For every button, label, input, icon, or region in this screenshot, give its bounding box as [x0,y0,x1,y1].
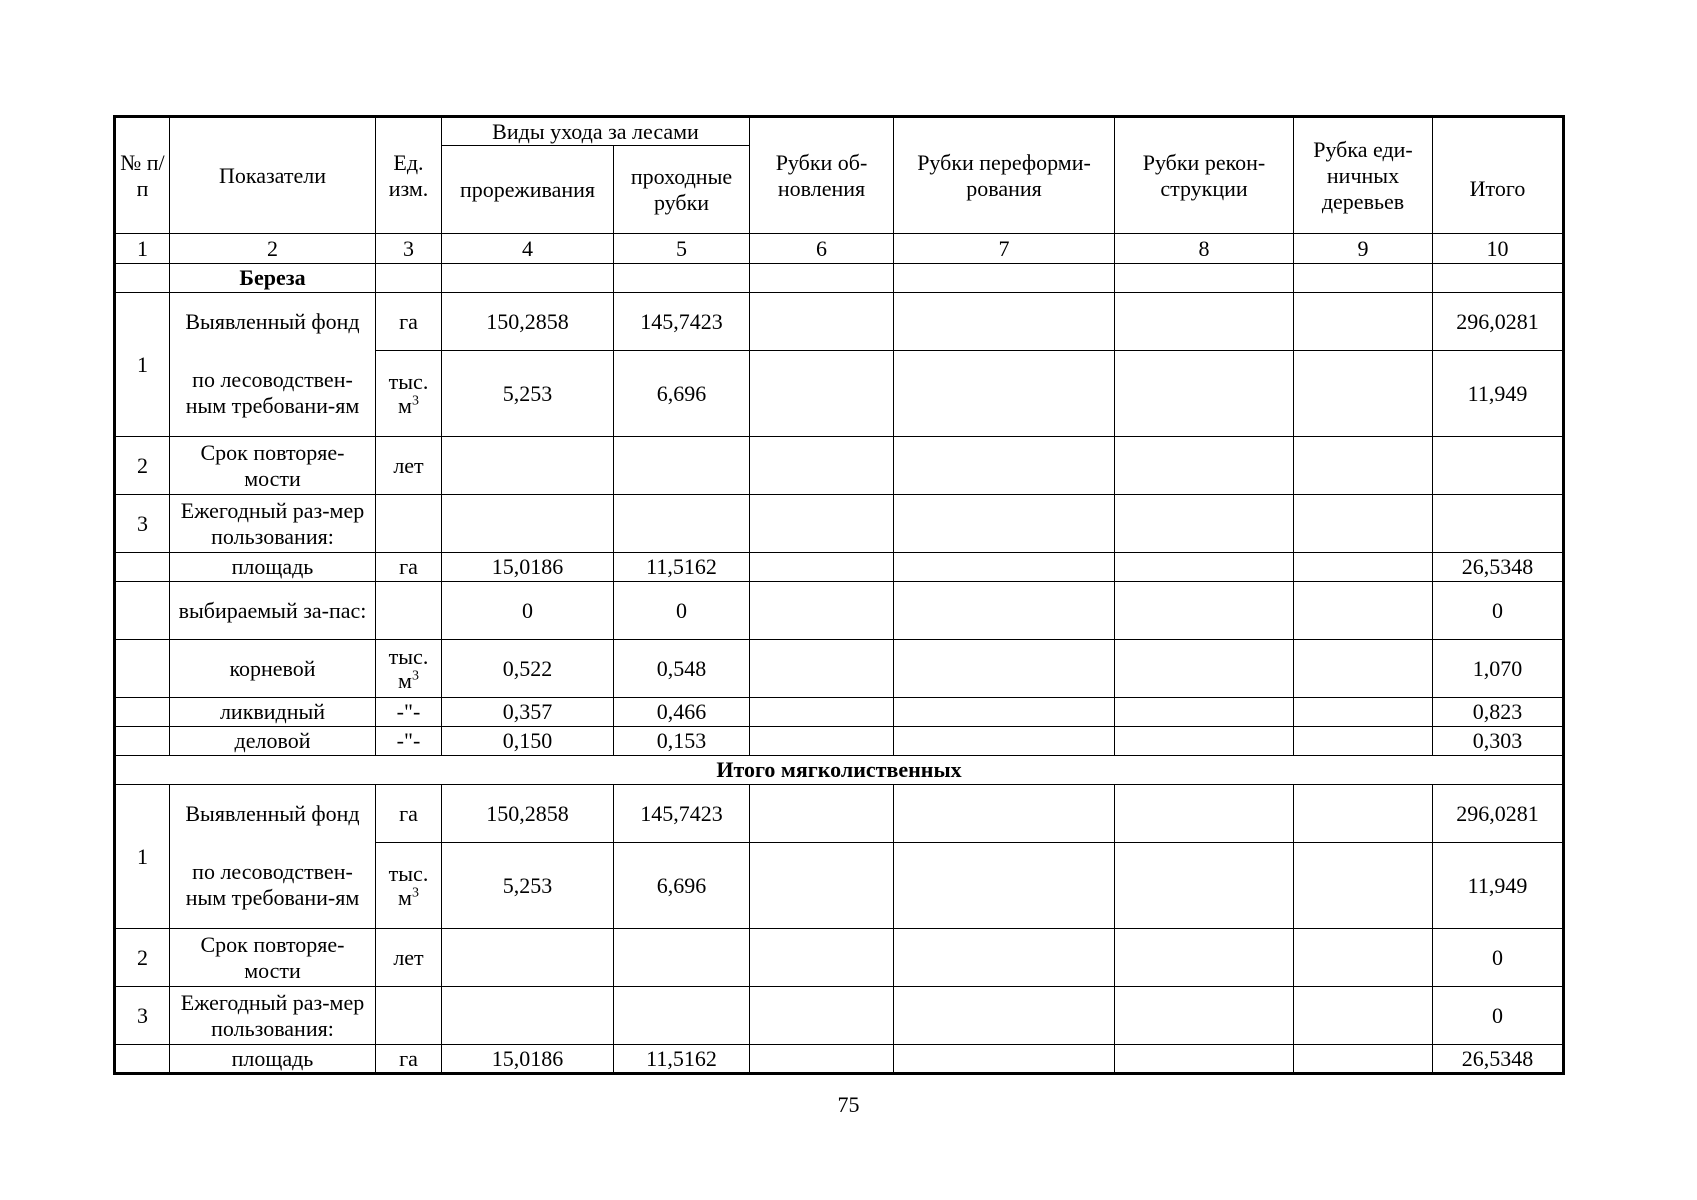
liquid-label: ликвидный [170,698,376,727]
unit-cell: га [376,1045,442,1074]
col-number: 7 [894,234,1115,264]
row-number: 1 [115,293,170,437]
value-cell: 0,466 [614,698,750,727]
header-renewal: Рубки об-новления [750,117,894,234]
value-cell: 0,357 [442,698,614,727]
section-title: Итого мягколиственных [115,756,1564,785]
header-indicators: Показатели [170,117,376,234]
total-cell: 26,5348 [1433,1045,1564,1074]
value-cell: 15,0186 [442,1045,614,1074]
unit-cell: га [376,293,442,351]
value-cell: 150,2858 [442,785,614,843]
table-row [115,987,1564,1045]
value-cell: 5,253 [442,351,614,437]
total-cell: 0 [1433,929,1564,987]
total-cell: 296,0281 [1433,785,1564,843]
table-row [115,293,1564,351]
repeat-label: Срок повторяе-мости [170,437,376,495]
fund-label: Выявленный фонд [170,785,376,843]
section-title-row [115,264,1564,293]
col-number: 6 [750,234,894,264]
forest-care-table [113,115,1565,1075]
header-thinning: прореживания [442,146,614,234]
value-cell: 15,0186 [442,553,614,582]
col-number: 1 [115,234,170,264]
fund-label-cont: по лесоводствен-ным требовани-ям [170,351,376,437]
unit-cell: -"- [376,727,442,756]
col-number: 8 [1115,234,1294,264]
unit-cell: лет [376,437,442,495]
header-total: Итого [1433,117,1564,234]
header-care-group: Виды ухода за лесами [442,117,750,146]
col-number: 3 [376,234,442,264]
col-number: 10 [1433,234,1564,264]
value-cell: 0,548 [614,640,750,698]
table-row [115,785,1564,843]
col-number: 4 [442,234,614,264]
area-label: площадь [170,1045,376,1074]
header-num: № п/п [115,117,170,234]
row-number: 3 [115,495,170,553]
business-label: деловой [170,727,376,756]
section-title-row [115,756,1564,785]
fund-label: Выявленный фонд [170,293,376,351]
header-reconstruct: Рубки рекон-струкции [1115,117,1294,234]
col-number: 9 [1294,234,1433,264]
stock-label: выбираемый за-пас: [170,582,376,640]
header-single: Рубка еди-ничных деревьев [1294,117,1433,234]
table-row [115,843,1564,929]
root-label: корневой [170,640,376,698]
area-label: площадь [170,553,376,582]
value-cell: 5,253 [442,843,614,929]
table-row [115,929,1564,987]
value-cell: 11,5162 [614,553,750,582]
unit-cell: тыс. $м^3$ [376,640,442,698]
total-cell: 0 [1433,987,1564,1045]
row-number: 2 [115,929,170,987]
fund-label-cont: по лесоводствен-ным требовани-ям [170,843,376,929]
value-cell: 150,2858 [442,293,614,351]
total-cell: 0,303 [1433,727,1564,756]
unit-cell: -"- [376,698,442,727]
value-cell: 0 [442,582,614,640]
value-cell: 6,696 [614,843,750,929]
col-number: 2 [170,234,376,264]
value-cell: 6,696 [614,351,750,437]
table-row [115,553,1564,582]
table-row [115,640,1564,698]
total-cell: 296,0281 [1433,293,1564,351]
row-number: 3 [115,987,170,1045]
unit-cell: тыс. $м^3$ [376,843,442,929]
value-cell: 145,7423 [614,293,750,351]
table-row [115,495,1564,553]
total-cell: 0 [1433,582,1564,640]
repeat-label: Срок повторяе-мости [170,929,376,987]
total-cell: 1,070 [1433,640,1564,698]
unit-cell: га [376,785,442,843]
table-row [115,351,1564,437]
total-cell: 11,949 [1433,843,1564,929]
total-cell: 11,949 [1433,351,1564,437]
row-number: 1 [115,785,170,929]
header-reform: Рубки переформи-рования [894,117,1115,234]
page-number: 75 [837,1092,860,1117]
total-cell: 0,823 [1433,698,1564,727]
unit-cell: га [376,553,442,582]
value-cell: 11,5162 [614,1045,750,1074]
table-row [115,582,1564,640]
table-row [115,698,1564,727]
header-unit: Ед. изм. [376,117,442,234]
section-title: Береза [170,264,376,293]
table-row [115,727,1564,756]
unit-cell: тыс. $м^3$ [376,351,442,437]
total-cell: 26,5348 [1433,553,1564,582]
table-row [115,1045,1564,1074]
value-cell: 145,7423 [614,785,750,843]
col-number: 5 [614,234,750,264]
value-cell: 0,522 [442,640,614,698]
value-cell: 0,150 [442,727,614,756]
header-passage: проходные рубки [614,146,750,234]
annual-label: Ежегодный раз-мер пользования: [170,987,376,1045]
column-numbers-row [115,234,1564,264]
value-cell: 0 [614,582,750,640]
table-row [115,437,1564,495]
unit-cell: лет [376,929,442,987]
row-number: 2 [115,437,170,495]
annual-label: Ежегодный раз-мер пользования: [170,495,376,553]
value-cell: 0,153 [614,727,750,756]
